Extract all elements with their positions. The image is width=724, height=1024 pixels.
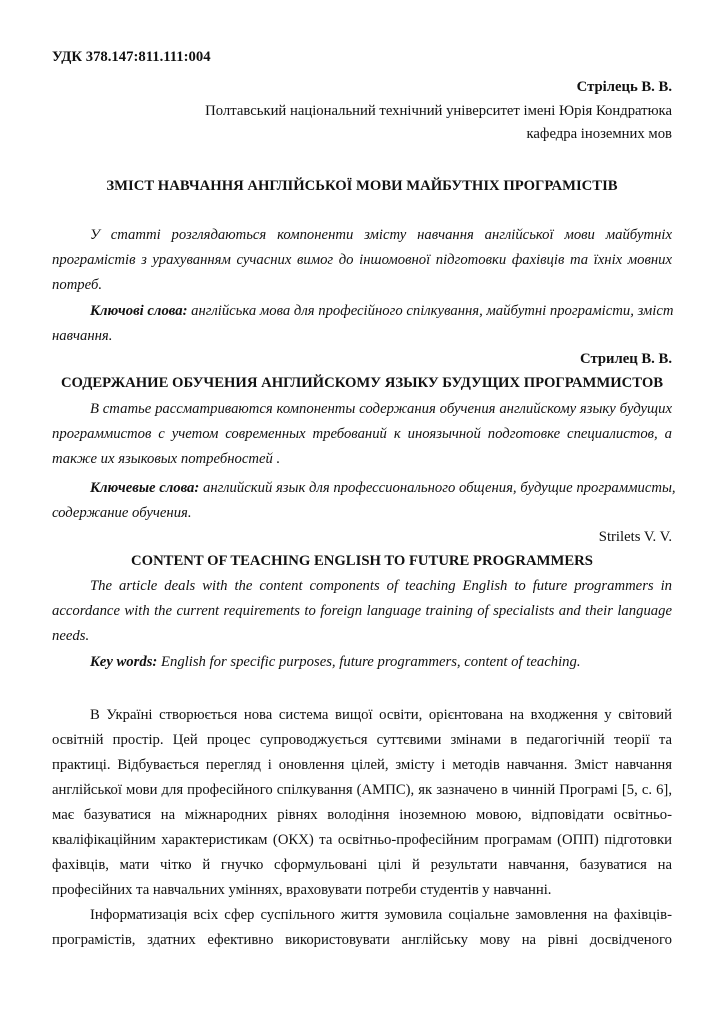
body-paragraph-2: [52, 903, 672, 953]
abstract-line: The article deals with the content components of teaching English to future programmers in: [90, 578, 672, 594]
body-line: програмістів, здатних ефективно використовувати англійську мову на рівні досвідченого: [52, 932, 672, 948]
keywords-text: навчання.: [52, 328, 113, 344]
author-ua: Стрілець В. В.: [576, 79, 672, 95]
body-line: має базуватися на міжнародних рівнях володіння іноземною мовою, відповідати освітньо-: [52, 807, 672, 823]
abstract-line: У статті розглядаються компоненти змісту навчання англійської мови майбутніх: [90, 227, 672, 243]
body-line: практиці. Відбувається перегляд і оновлення цілей, змісту і методів навчання. Зміст навчання: [52, 757, 672, 773]
title-ru: СОДЕРЖАНИЕ ОБУЧЕНИЯ АНГЛИЙСКОМУ ЯЗЫКУ БУДУЩИХ ПРОГРАММИСТОВ: [60, 375, 664, 391]
abstract-line: программистов с учетом современных требований к иноязычной подготовке специалистов, а: [52, 426, 672, 442]
abstract-en: [52, 574, 672, 649]
body-line: професійних та навчальних уміннях, враховувати потреби студентів у навчанні.: [52, 882, 552, 898]
title-ua: ЗМІСТ НАВЧАННЯ АНГЛІЙСЬКОЇ МОВИ МАЙБУТНІХ ПРОГРАМІСТІВ: [106, 178, 618, 194]
author-ru: Стрилец В. В.: [580, 351, 672, 367]
keywords-ru: [52, 476, 676, 526]
abstract-line: также их языковых потребностей .: [52, 451, 281, 467]
title-en: CONTENT OF TEACHING ENGLISH TO FUTURE PROGRAMMERS: [131, 553, 593, 569]
abstract-ua: [52, 223, 672, 298]
keywords-label: Key words:: [90, 654, 158, 670]
keywords-label: Ключові слова:: [90, 303, 188, 319]
body-line: Інформатизація всіх сфер суспільного життя зумовила соціальне замовлення на фахівців-: [90, 907, 672, 923]
keywords-ua: [52, 299, 672, 349]
abstract-line: accordance with the current requirements to foreign language training of specialists and their language: [52, 603, 672, 619]
body-line: англійської мови для професійного спілкування (АМПС), як зазначено в чинній Програмі [5, с. 6],: [52, 782, 672, 798]
keywords-text: English for specific purposes, future programmers, content of teaching.: [157, 654, 581, 670]
abstract-line: needs.: [52, 628, 90, 644]
keywords-en: [52, 650, 672, 675]
keywords-text: содержание обучения.: [52, 505, 192, 521]
keywords-text: англійська мова для професійного спілкування, майбутні програмісти, зміст: [187, 303, 674, 319]
body-line: В Україні створюється нова система вищої освіти, орієнтована на входження у світовий: [90, 707, 672, 723]
keywords-label: Ключевые слова:: [90, 480, 200, 496]
body-line: кваліфікаційним характеристикам (ОКХ) та освітньо-професійним програмам (ОПП) підготовки: [52, 832, 672, 848]
udk-code: УДК 378.147:811.111:004: [52, 49, 211, 65]
affiliation: Полтавський національний технічний університет імені Юрія Кондратюка: [205, 103, 672, 119]
department: кафедра іноземних мов: [526, 126, 672, 142]
body-line: освітній простір. Цей процес супроводжується суттєвими змінами в педагогічній теорії та: [52, 732, 672, 748]
abstract-line: В статье рассматриваются компоненты содержания обучения английскому языку будущих: [90, 401, 672, 417]
abstract-line: потреб.: [52, 277, 103, 293]
abstract-ru: [52, 397, 672, 472]
keywords-text: английский язык для профессионального общения, будущие программисты,: [199, 480, 676, 496]
abstract-line: програмістів з урахуванням сучасних вимог до іншомовної підготовки фахівців та їхніх мовних: [52, 252, 672, 268]
author-en: Strilets V. V.: [598, 529, 672, 545]
body-paragraph-1: [52, 703, 672, 903]
body-line: фахівців, мати чітко й гнучко сформульовані цілі й результати навчання, базуватися на: [52, 857, 672, 873]
